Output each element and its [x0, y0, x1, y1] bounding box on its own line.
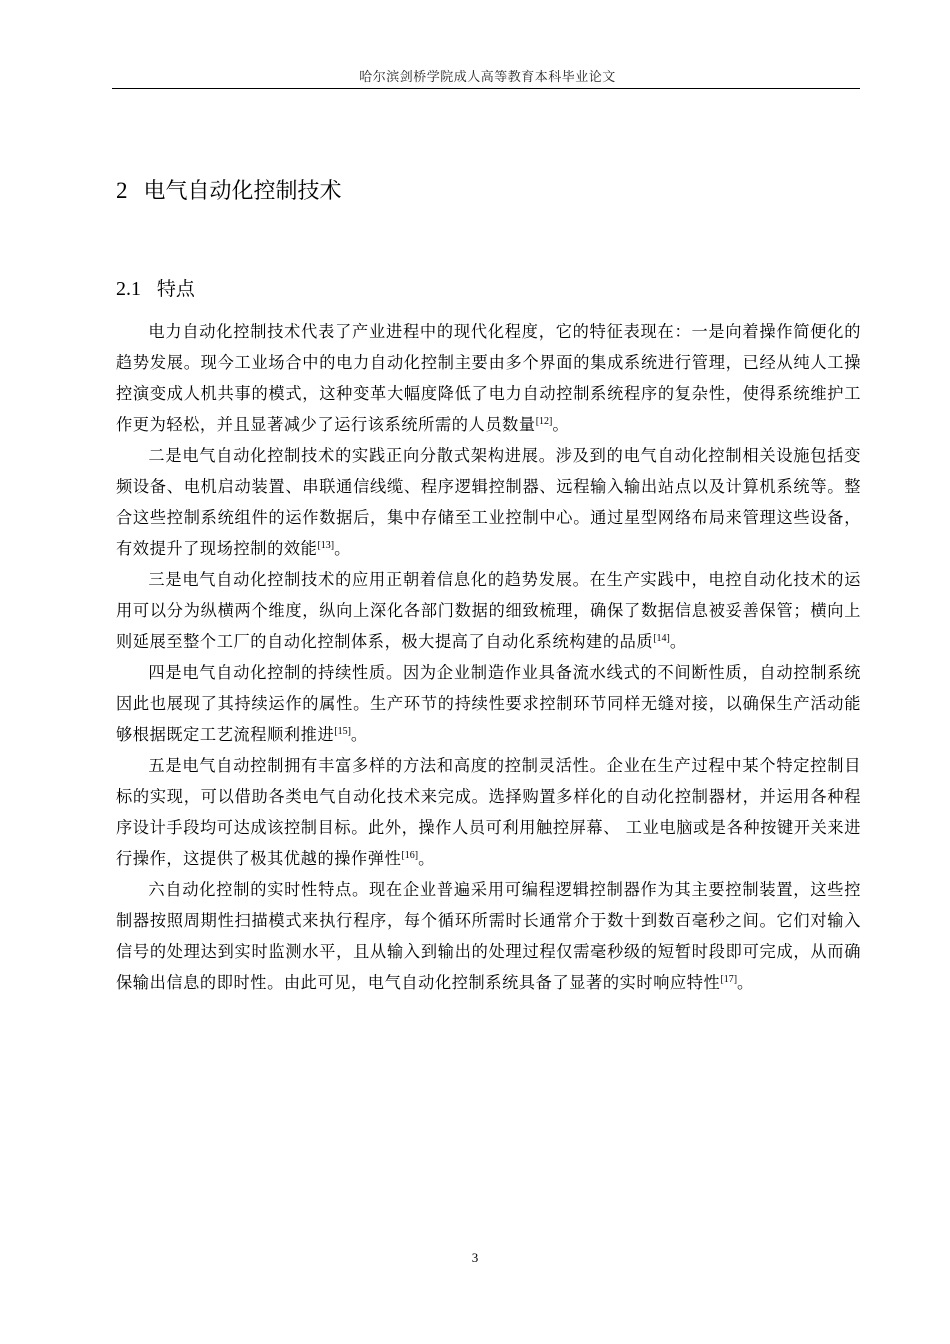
page-number: 3: [471, 1250, 479, 1265]
citation: [15]: [334, 726, 351, 737]
paragraph-3: [116, 564, 861, 657]
chapter-number: 2: [116, 177, 128, 203]
paragraph-4: [116, 657, 861, 750]
paragraph-text: 四是电气自动化控制的持续性质。因为企业制造作业具备流水线式的不间断性质，自动控制系统因此也展现了其持续运作的属性。生产环节的持续性要求控制环节同样无缝对接，以确保生产活动能够根据既定工艺流程顺利推进: [116, 663, 861, 744]
paragraph-text: 二是电气自动化控制技术的实践正向分散式架构进展。涉及到的电气自动化控制相关设施包括变频设备、电机启动装置、串联通信线缆、程序逻辑控制器、远程输入输出站点以及计算机系统等。整合这些控制系统组件的运作数据后，集中存储至工业控制中心。通过星型网络布局来管理这些设备，有效提升了现场控制的效能: [116, 446, 861, 558]
paragraph-text: 六自动化控制的实时性特点。现在企业普遍采用可编程逻辑控制器作为其主要控制装置，这些控制器按照周期性扫描模式来执行程序，每个循环所需时长通常介于数十到数百毫秒之间。它们对输入信号的处理达到实时监测水平，且从输入到输出的处理过程仅需毫秒级的短暂时段即可完成，从而确保输出信息的即时性。由此可见，电气自动化控制系统具备了显著的实时响应特性: [116, 880, 861, 992]
section-title: 特点: [156, 278, 195, 300]
paragraph-1: [116, 316, 861, 440]
chapter-heading: [116, 174, 342, 205]
header-divider: [112, 88, 860, 89]
section-heading: [116, 274, 195, 301]
paragraph-text: 三是电气自动化控制技术的应用正朝着信息化的趋势发展。在生产实践中，电控自动化技术的运用可以分为纵横两个维度，纵向上深化各部门数据的细致梳理，确保了数据信息被妥善保管；横向上则延展至整个工厂的自动化控制体系，极大提高了自动化系统构建的品质: [116, 570, 861, 651]
paragraph-text: 电力自动化控制技术代表了产业进程中的现代化程度，它的特征表现在：一是向着操作简便化的趋势发展。现今工业场合中的电力自动化控制主要由多个界面的集成系统进行管理，已经从纯人工操控演变成人机共事的模式，这种变革大幅度降低了电力自动控制系统程序的复杂性，使得系统维护工作更为轻松，并且显著减少了运行该系统所需的人员数量: [116, 322, 861, 434]
page-header: 哈尔滨剑桥学院成人高等教育本科毕业论文: [359, 70, 616, 85]
paragraph-end: 。: [418, 849, 435, 868]
citation: [12]: [535, 416, 553, 427]
paragraph-end: 。: [350, 725, 368, 744]
citation: [16]: [401, 850, 419, 861]
paragraph-5: [116, 750, 861, 874]
paragraph-2: [116, 440, 861, 564]
paragraph-end: 。: [669, 632, 687, 651]
paragraph-end: 。: [737, 973, 754, 992]
paragraph-end: 。: [334, 539, 351, 558]
paragraph-text: 五是电气自动控制拥有丰富多样的方法和高度的控制灵活性。企业在生产过程中某个特定控制目标的实现，可以借助各类电气自动化技术来完成。选择购置多样化的自动化控制器材，并运用各种程序设计手段均可达成该控制目标。此外，操作人员可利用触控屏幕、 工业电脑或是各种按键开关来进行操作，这提供了极其优越的操作弹性: [116, 756, 861, 868]
section-number: 2.1: [116, 278, 141, 300]
citation: [13]: [317, 540, 335, 551]
chapter-title: 电气自动化控制技术: [143, 179, 342, 204]
paragraph-6: [116, 874, 861, 998]
citation: [17]: [720, 974, 738, 985]
body-text: [116, 316, 861, 998]
paragraph-end: 。: [552, 415, 570, 434]
citation: [14]: [653, 633, 670, 644]
